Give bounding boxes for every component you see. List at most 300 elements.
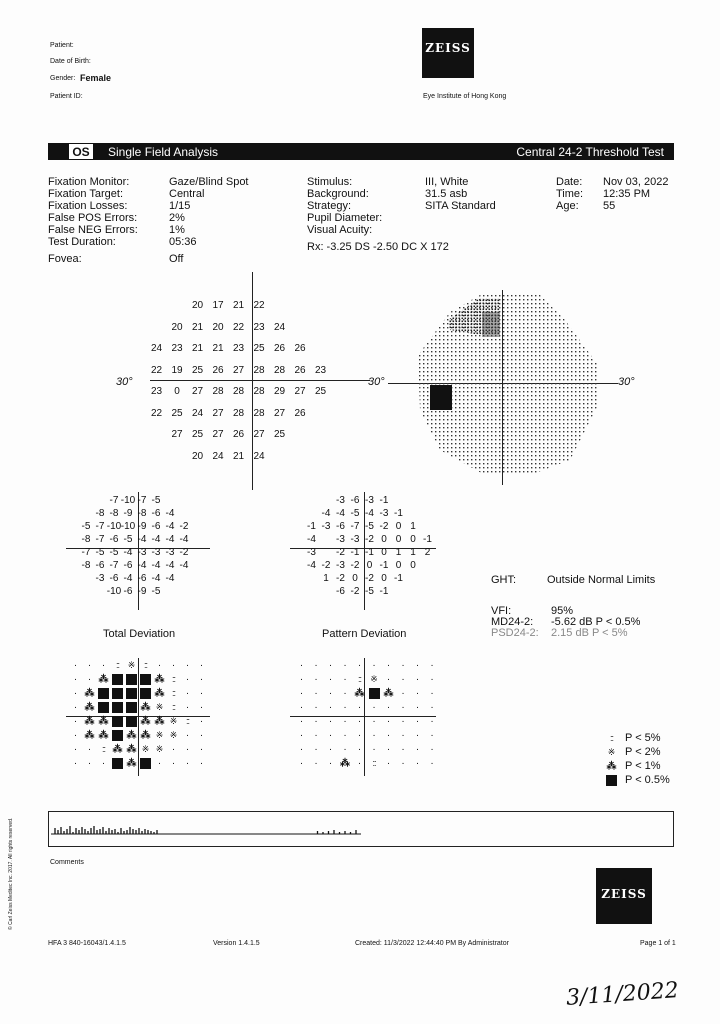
pd-prob-symbol: · <box>430 688 434 699</box>
pattern-deviation-value: -3 <box>321 521 331 532</box>
total-deviation-value: -4 <box>151 573 161 584</box>
ght-value: Outside Normal Limits <box>547 574 656 586</box>
td-prob-symbol: ⁂ <box>98 674 109 685</box>
pd-prob-symbol: · <box>357 730 362 741</box>
param-value: Gaze/Blind Spot <box>169 176 249 188</box>
total-deviation-value: -6 <box>123 586 133 597</box>
threshold-value: 27 <box>212 407 224 419</box>
copyright-anchor <box>8 817 16 938</box>
pattern-deviation-value: 1 <box>410 521 416 532</box>
pattern-deviation-value: -5 <box>350 508 360 519</box>
td-prob-symbol: ⁂ <box>140 716 151 727</box>
legend-label: P < 0.5% <box>625 774 670 786</box>
legend-label: P < 1% <box>625 760 661 772</box>
param-label: False NEG Errors: <box>48 224 138 236</box>
pattern-deviation-value: -6 <box>350 495 360 506</box>
tp-vertical-axis <box>138 658 139 776</box>
td-prob-symbol: :: <box>171 688 175 698</box>
td-prob-symbol: · <box>199 688 204 699</box>
pd-prob-symbol: · <box>357 702 362 713</box>
total-deviation-value: -8 <box>95 508 105 519</box>
pattern-deviation-label: Pattern Deviation <box>322 628 407 640</box>
pattern-deviation-value: -4 <box>365 508 374 519</box>
total-deviation-value: -10 <box>120 521 136 532</box>
total-deviation-value: -4 <box>165 521 175 532</box>
total-deviation-value: -4 <box>137 560 147 571</box>
threshold-value: 21 <box>212 343 224 354</box>
threshold-value: 26 <box>212 364 224 376</box>
pattern-deviation-value: 2 <box>424 547 431 558</box>
pattern-deviation-value: -2 <box>379 521 389 532</box>
datetime-value: 55 <box>603 200 616 212</box>
td-prob-symbol: · <box>185 688 190 699</box>
pattern-deviation-value: 1 <box>395 547 402 558</box>
pd-prob-symbol: · <box>343 730 347 741</box>
threshold-value: 24 <box>273 321 286 333</box>
stimulus-value: 31.5 asb <box>425 188 468 200</box>
td-prob-symbol: ⁂ <box>140 702 151 713</box>
pd-prob-symbol: · <box>328 702 333 713</box>
threshold-value: 24 <box>150 343 163 354</box>
pd-prob-symbol: · <box>343 744 347 755</box>
threshold-value: 20 <box>191 300 204 311</box>
pd-prob-symbol: · <box>299 758 304 769</box>
td-prob-symbol: · <box>87 758 92 769</box>
td-prob-symbol <box>126 688 137 699</box>
total-deviation-value: -4 <box>165 508 175 519</box>
td-prob-symbol <box>112 674 123 685</box>
threshold-value: 29 <box>273 386 286 397</box>
td-prob-symbol: · <box>73 730 78 741</box>
analysis-title: Single Field Analysis <box>108 145 219 159</box>
pattern-deviation-value: -2 <box>336 547 345 558</box>
patient-id-label: Patient ID: <box>50 93 83 100</box>
patient-label: Patient: <box>50 42 74 49</box>
pd-prob-symbol: · <box>415 674 420 685</box>
td-prob-symbol: · <box>101 758 106 769</box>
stimulus-label: Visual Acuity: <box>307 224 373 236</box>
total-deviation-value: -7 <box>95 521 105 532</box>
td-prob-symbol: · <box>199 674 204 685</box>
pattern-deviation-value: -3 <box>350 534 360 545</box>
total-deviation-value: -5 <box>81 521 91 532</box>
threshold-value: 22 <box>232 321 245 333</box>
page-number: Page 1 of 1 <box>640 940 676 947</box>
stimulus-value: III, White <box>425 176 469 188</box>
td-prob-symbol: :: <box>171 702 175 712</box>
pd-prob-symbol: · <box>386 730 391 741</box>
threshold-value: 17 <box>212 300 224 311</box>
pattern-deviation-value: -3 <box>365 495 374 506</box>
copyright-text: © Carl Zeiss Meditec Inc. 2017. All rights reserved. <box>8 817 14 930</box>
threshold-value: 26 <box>273 343 286 354</box>
total-deviation-value: -10 <box>106 586 122 597</box>
institute-name: Eye Institute of Hong Kong <box>423 93 507 100</box>
td-prob-symbol: · <box>199 702 204 713</box>
index-value: -5.62 dB P < 0.5% <box>551 616 641 628</box>
pd-prob-symbol: · <box>314 758 318 769</box>
pd-prob-symbol: · <box>386 674 391 685</box>
td-prob-symbol: ※ <box>155 702 164 712</box>
pd-prob-symbol: · <box>430 660 434 671</box>
pd-prob-symbol: · <box>357 758 362 769</box>
pd-prob-symbol: · <box>401 674 405 685</box>
td-prob-symbol: · <box>87 674 92 685</box>
pd-prob-symbol: · <box>401 660 405 671</box>
pattern-deviation-value: -5 <box>365 586 374 597</box>
pattern-deviation-value: -1 <box>423 534 432 545</box>
td-prob-symbol: ※ <box>155 744 164 754</box>
pattern-deviation-value: -3 <box>336 560 345 571</box>
threshold-value: 27 <box>253 429 265 440</box>
td-prob-symbol: :: <box>185 716 189 726</box>
td-prob-symbol: · <box>199 730 204 741</box>
threshold-value: 20 <box>171 321 183 333</box>
pattern-deviation-value: -2 <box>350 560 360 571</box>
stimulus-label: Strategy: <box>307 200 352 212</box>
pd-prob-symbol: · <box>430 674 434 685</box>
threshold-value: 0 <box>174 386 180 397</box>
td-prob-symbol <box>126 702 137 713</box>
total-deviation-value: -10 <box>120 495 136 506</box>
td-prob-symbol: · <box>185 744 190 755</box>
threshold-value: 21 <box>232 300 245 311</box>
pd-prob-symbol: · <box>401 702 405 713</box>
threshold-value: 22 <box>150 407 163 419</box>
gender-label: Gender: <box>50 75 76 82</box>
threshold-value: 26 <box>294 407 306 419</box>
pd-prob-symbol: · <box>386 702 391 713</box>
param-value: 05:36 <box>169 236 197 248</box>
threshold-value: 21 <box>232 450 245 462</box>
datetime-label: Date: <box>556 176 583 188</box>
pd-prob-symbol: · <box>328 716 333 727</box>
td-prob-symbol: · <box>199 716 204 727</box>
pd-prob-symbol: ⁂ <box>383 688 394 699</box>
pattern-deviation-value: -3 <box>307 547 316 558</box>
td-prob-symbol <box>140 688 151 699</box>
td-prob-symbol: ⁂ <box>154 716 165 727</box>
threshold-value: 22 <box>253 300 265 311</box>
pattern-deviation-value: -6 <box>336 521 345 532</box>
pd-prob-symbol: · <box>328 660 333 671</box>
td-prob-symbol: · <box>73 674 78 685</box>
total-deviation-value: -6 <box>109 534 119 545</box>
index-value: 95% <box>551 605 574 617</box>
td-prob-symbol: ⁂ <box>84 702 95 713</box>
td-prob-symbol: · <box>185 758 190 769</box>
param-value: 2% <box>169 212 185 224</box>
pd-prob-symbol: · <box>430 716 434 727</box>
pattern-deviation-value: -1 <box>307 521 316 532</box>
axis-label-left: 30° <box>116 376 133 388</box>
total-deviation-value: -3 <box>151 547 161 558</box>
pattern-deviation-value: -2 <box>336 573 345 584</box>
threshold-value: 25 <box>314 386 327 397</box>
index-label: PSD24-2: <box>491 627 539 639</box>
created-stamp: Created: 11/3/2022 12:44:40 PM By Administrator <box>355 940 509 947</box>
pd-prob-symbol: · <box>430 702 434 713</box>
td-prob-symbol: ⁂ <box>84 716 95 727</box>
td-prob-symbol: · <box>73 660 78 671</box>
pd-prob-symbol: · <box>386 716 391 727</box>
total-deviation-value: -7 <box>137 495 147 506</box>
total-deviation-value: -10 <box>106 521 122 532</box>
pd-prob-symbol: · <box>386 744 391 755</box>
threshold-value: 28 <box>232 407 245 419</box>
pattern-deviation-value: 1 <box>410 547 416 558</box>
td-prob-symbol <box>140 674 151 685</box>
pd-prob-symbol: · <box>328 730 333 741</box>
td-prob-symbol <box>112 730 123 741</box>
total-deviation-value: -6 <box>95 560 105 571</box>
total-deviation-label: Total Deviation <box>103 628 176 640</box>
total-deviation-value: -5 <box>109 547 119 558</box>
legend-symbol: ⁂ <box>606 761 617 772</box>
threshold-value: 24 <box>191 407 204 419</box>
threshold-value: 28 <box>232 386 245 397</box>
pattern-deviation-value: -3 <box>336 495 345 506</box>
legend-label: P < 2% <box>625 746 661 758</box>
pattern-deviation-value: -4 <box>321 508 331 519</box>
datetime-label: Age: <box>556 200 579 212</box>
total-deviation-value: -3 <box>137 547 147 558</box>
pd-prob-symbol: · <box>415 716 420 727</box>
total-deviation-value: -8 <box>109 508 119 519</box>
threshold-value: 27 <box>232 364 245 376</box>
eye-badge: OS <box>68 143 94 160</box>
pd-prob-symbol: · <box>401 688 405 699</box>
pattern-deviation-value: -1 <box>365 547 374 558</box>
total-deviation-value: -4 <box>179 560 189 571</box>
td-prob-symbol: · <box>199 660 204 671</box>
threshold-value: 20 <box>191 450 204 462</box>
total-deviation-value: -4 <box>151 560 161 571</box>
total-deviation-value: -4 <box>165 534 175 545</box>
total-deviation-value: -3 <box>95 573 105 584</box>
td-prob-symbol: · <box>171 744 176 755</box>
threshold-value: 24 <box>212 450 224 462</box>
total-deviation-value: -8 <box>81 560 91 571</box>
td-prob-symbol: ⁂ <box>126 744 137 755</box>
total-deviation-value: -5 <box>95 547 105 558</box>
pd-prob-symbol: · <box>314 744 318 755</box>
td-prob-symbol: · <box>171 660 176 671</box>
pd-prob-symbol: ⁂ <box>340 758 350 769</box>
total-deviation-value: -9 <box>137 586 147 597</box>
pattern-deviation-value: -3 <box>336 534 345 545</box>
ght-label: GHT: <box>491 574 517 586</box>
td-prob-symbol: · <box>185 730 190 741</box>
total-deviation-value: -7 <box>109 495 119 506</box>
threshold-value: 23 <box>253 321 265 333</box>
pattern-deviation-value: -2 <box>365 573 374 584</box>
datetime-label: Time: <box>556 188 584 200</box>
td-prob-symbol <box>98 702 109 713</box>
total-deviation-value: -6 <box>123 560 133 571</box>
td-prob-symbol: ※ <box>127 660 136 670</box>
pd-prob-symbol: · <box>372 730 376 741</box>
total-deviation-value: -9 <box>137 521 147 532</box>
threshold-value: 27 <box>191 386 204 397</box>
pattern-deviation-value: -5 <box>365 521 374 532</box>
param-label: Fovea: <box>48 253 82 265</box>
td-prob-symbol: ⁂ <box>154 674 165 685</box>
pd-prob-symbol: :: <box>357 674 361 684</box>
pd-prob-symbol: · <box>328 688 333 699</box>
td-prob-symbol: · <box>87 660 92 671</box>
total-deviation-value: -7 <box>95 534 105 545</box>
index-label: MD24-2: <box>491 616 534 628</box>
pd-prob-symbol: · <box>314 660 318 671</box>
total-deviation-value: -2 <box>179 547 189 558</box>
total-deviation-value: -5 <box>151 586 161 597</box>
param-value: 1% <box>169 224 185 236</box>
threshold-value: 25 <box>273 429 286 440</box>
pd-prob-symbol: · <box>430 730 434 741</box>
pd-prob-symbol: :: <box>372 758 376 768</box>
td-prob-symbol: · <box>73 716 78 727</box>
pattern-deviation-value: -1 <box>379 495 389 506</box>
td-prob-symbol: · <box>171 758 176 769</box>
total-deviation-value: -7 <box>81 547 91 558</box>
pd-prob-symbol: · <box>328 758 333 769</box>
index-label: VFI: <box>491 605 512 617</box>
td-prob-symbol: ⁂ <box>112 744 123 755</box>
total-deviation-value: -4 <box>165 560 175 571</box>
test-title: Central 24-2 Threshold Test <box>516 145 664 159</box>
pattern-deviation-value: -3 <box>379 508 389 519</box>
td-prob-symbol: ※ <box>155 730 164 740</box>
pd-prob-symbol: ⁂ <box>354 688 365 699</box>
param-label: False POS Errors: <box>48 212 138 224</box>
stimulus-label: Background: <box>307 188 369 200</box>
pd-prob-symbol: · <box>299 716 304 727</box>
td-prob-symbol: · <box>73 758 78 769</box>
threshold-value: 24 <box>253 450 265 462</box>
threshold-value: 28 <box>212 386 224 397</box>
pd-prob-symbol: · <box>299 730 304 741</box>
total-deviation-value: -7 <box>109 560 119 571</box>
pd-prob-symbol: · <box>401 758 405 769</box>
pattern-deviation-value: 0 <box>366 560 373 571</box>
pd-prob-symbol: · <box>415 660 420 671</box>
threshold-value: 28 <box>273 364 286 376</box>
pd-prob-symbol: · <box>299 688 304 699</box>
pd-prob-symbol: ※ <box>370 674 378 684</box>
td-prob-symbol: · <box>73 702 78 713</box>
td-prob-symbol: ⁂ <box>126 730 137 741</box>
td-prob-symbol: · <box>87 744 92 755</box>
pattern-deviation-value: 0 <box>410 534 416 545</box>
td-prob-symbol: ※ <box>169 730 178 740</box>
pattern-deviation-value: -2 <box>321 560 331 571</box>
grayscale-defect-dark <box>482 312 500 337</box>
td-prob-symbol: · <box>185 660 190 671</box>
td-prob-symbol <box>98 688 109 699</box>
td-prob-symbol: :: <box>143 660 147 670</box>
datetime-value: Nov 03, 2022 <box>603 176 669 188</box>
total-deviation-value: -4 <box>165 573 175 584</box>
threshold-value: 20 <box>212 321 224 333</box>
pd-prob-symbol: · <box>343 716 347 727</box>
pd-prob-symbol: · <box>299 744 304 755</box>
threshold-value: 22 <box>150 364 163 376</box>
pattern-deviation-value: -1 <box>394 573 403 584</box>
td-prob-symbol: ⁂ <box>140 730 151 741</box>
td-prob-symbol <box>140 758 151 769</box>
gaze-tracker-trace <box>49 812 673 846</box>
td-prob-symbol: :: <box>115 660 119 670</box>
td-prob-symbol: · <box>199 744 204 755</box>
total-deviation-value: -8 <box>81 534 91 545</box>
dob-label: Date of Birth: <box>50 58 91 65</box>
zeiss-logo-footer: ZEISS <box>596 868 652 924</box>
total-deviation-value: -5 <box>151 495 161 506</box>
legend-symbol: :: <box>609 733 613 743</box>
total-deviation-value: -3 <box>165 547 175 558</box>
pattern-deviation-value: 0 <box>381 573 387 584</box>
td-prob-symbol: · <box>185 702 190 713</box>
td-prob-symbol <box>112 758 123 769</box>
param-value: Off <box>169 253 184 265</box>
pd-prob-symbol: · <box>343 660 347 671</box>
threshold-value: 25 <box>171 407 183 419</box>
pd-prob-symbol: · <box>372 702 376 713</box>
pattern-deviation-value: -2 <box>365 534 374 545</box>
pd-prob-symbol: · <box>401 744 405 755</box>
threshold-value: 25 <box>191 364 204 376</box>
comments-label: Comments <box>50 859 84 866</box>
threshold-value: 28 <box>253 386 265 397</box>
threshold-horizontal-axis <box>150 380 370 381</box>
gaze-tracker-box <box>48 811 674 847</box>
pattern-deviation-value: 0 <box>381 547 387 558</box>
threshold-value: 21 <box>191 321 204 333</box>
pd-prob-symbol: · <box>357 716 362 727</box>
threshold-value: 23 <box>150 386 163 397</box>
total-deviation-value: -6 <box>137 573 147 584</box>
threshold-value: 27 <box>171 429 183 440</box>
pattern-deviation-value: 0 <box>395 521 402 532</box>
model-number: HFA 3 840-16043/1.4.1.5 <box>48 940 126 947</box>
td-prob-symbol: ⁂ <box>84 730 95 741</box>
pattern-deviation-value: 0 <box>395 560 402 571</box>
threshold-value: 23 <box>232 343 245 354</box>
gender-value: Female <box>80 73 112 83</box>
pd-prob-symbol: · <box>415 758 420 769</box>
param-value: Central <box>169 188 205 200</box>
pd-prob-symbol: · <box>343 702 347 713</box>
pd-prob-symbol: · <box>401 716 405 727</box>
threshold-value: 26 <box>294 364 306 376</box>
total-deviation-value: -6 <box>151 521 161 532</box>
param-label: Test Duration: <box>48 236 116 248</box>
pd-prob-symbol: · <box>299 702 304 713</box>
total-deviation-value: -8 <box>137 508 147 519</box>
legend-symbol: ※ <box>607 747 616 757</box>
pd-prob-symbol: · <box>314 674 318 685</box>
td-prob-symbol <box>112 688 123 699</box>
td-prob-symbol: ⁂ <box>126 758 137 769</box>
total-deviation-value: -4 <box>137 534 147 545</box>
pd-prob-symbol: · <box>314 730 318 741</box>
total-deviation-value: -6 <box>109 573 119 584</box>
grayscale-map <box>410 290 610 480</box>
pd-prob-symbol: · <box>343 688 347 699</box>
td-prob-symbol: · <box>73 688 78 699</box>
total-deviation-value: -4 <box>179 534 189 545</box>
